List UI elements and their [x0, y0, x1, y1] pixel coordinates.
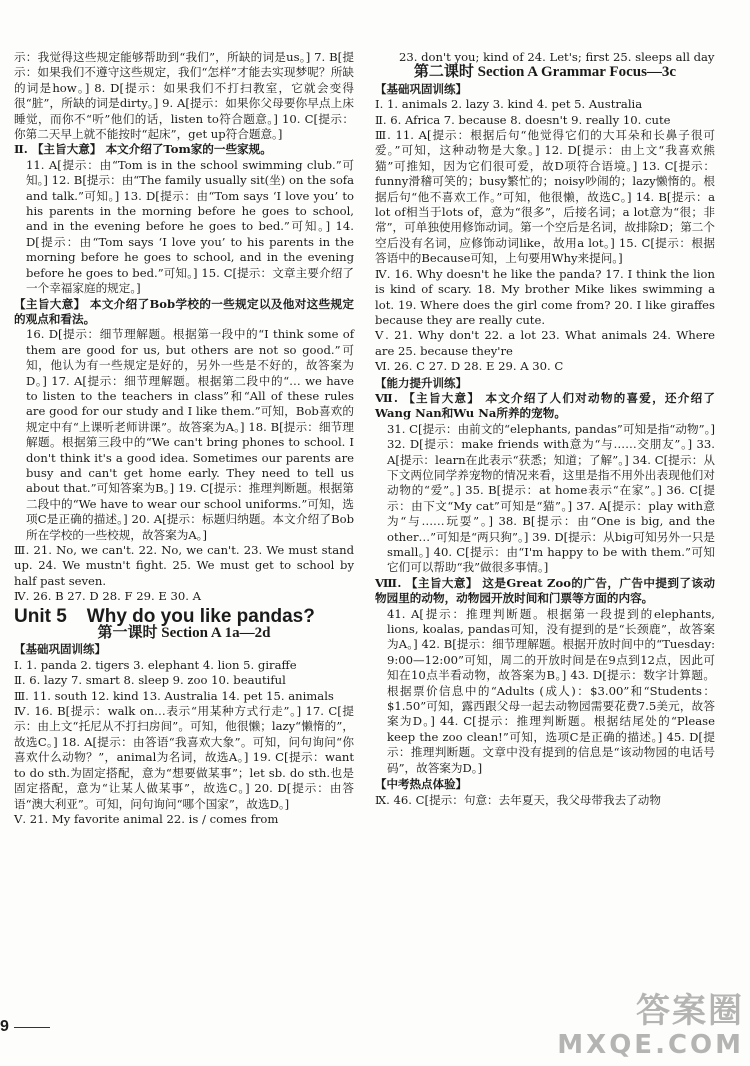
site-watermark [498, 992, 750, 1062]
lesson-heading: 第二课时 Section A Grammar Focus—3c [413, 64, 677, 81]
left-answer-paragraph: Ⅲ. 11. south 12. kind 13. Australia 14. pet 15. animals [14, 688, 334, 703]
right-answer-paragraph: Ⅴ. 21. Why don't 22. a lot 23. What animals 24. Where are 25. because they're [375, 328, 715, 358]
main-idea-paragraph: Ⅶ. 【主旨大意】 本文介绍了人们对动物的喜爱，还介绍了Wang Nan和Wu Na所养的宠物。 [375, 390, 715, 421]
right-answer-paragraph: Ⅰ. 1. animals 2. lazy 3. kind 4. pet 5. Australia [375, 97, 643, 112]
right-answer-paragraph: 41. A[提示：推理判断题。根据第一段提到的elephants, lions, koalas, pandas可知，没有提到的是“长颈鹿”，故答案为A。] 42. B[提示：细节理解题。根据开放时间中的“Tuesday: 9:00—12:00”可知，周二的开放时间是在9点到12点，因此可知在10点半看动物，故答案为B。] 43. D[提示：数字计算题。根据票价信息中的“Adults (成人)：$3.00”和“Students：$1.50”可知，露西跟父母一起去动物园需要花费7.5美元，故答案为D。] 44. C[提示：推理判断题。根据结尾处的“Please keep the zoo clean!”可知，选项C是正确的描述。] 45. D[提示：推理判断题。文章中没有提到的信息是“该动物园的电话号码”，故答案为D。] [387, 606, 715, 775]
section-heading: 【能力提升训练】 [375, 375, 467, 390]
main-idea-paragraph: 【主旨大意】 本文介绍了Bob学校的一些规定以及他对这些规定的观点和看法。 [14, 296, 354, 326]
left-answer-paragraph: 11. A[提示：由“Tom is in the school swimming club.”可知。] 12. B[提示：由“The family usually sit(坐) on the sofa and talk.”可知。] 13. D[提示：由“Tom says ‘I love you’ to his parents in the morning before he goes to school, and in the evening before he goes to bed.”可知。] 14. D[提示：由“Tom says ‘I love you’ to his parents in the morning before he goes to school, and in the evening before he goes to bed.”可知。] 15. C[提示：文章主要介绍了一个幸福家庭的规定。] [26, 157, 354, 296]
left-answer-paragraph: Ⅳ. 16. B[提示：walk on…表示“用某种方式行走”。] 17. C[提示：由上文“托尼从不打扫房间”。可知，他很懒；lazy“懒惰的”，故选C。] 18. A[提示：由答语“我喜欢大象”。可知，问句询问“你喜欢什么动物？”，animal为名词，故选A。] 19. C[提示：want to do sth.为固定搭配，意为“想要做某事”；let sb. do sth.也是固定搭配，意为“让某人做某事”，故选C。] 20. D[提示：由答语“澳大利亚”。可知，问句询问“哪个国家”，故选D。] [14, 704, 354, 811]
section-heading: 【中考热点体验】 [375, 777, 467, 792]
main-idea-paragraph: Ⅱ. 【主旨大意】 本文介绍了Tom家的一些家规。 [14, 142, 272, 157]
watermark-bottom-text: MXQE.COM [557, 1030, 744, 1060]
left-column [14, 50, 354, 827]
left-answer-paragraph: Ⅰ. 1. panda 2. tigers 3. elephant 4. lion 5. giraffe [14, 657, 297, 672]
right-answer-paragraph: Ⅳ. 16. Why doesn't he like the panda? 17. I think the lion is kind of scary. 18. My brother Mike likes swimming a lot. 19. Where does the girl come from? 20. I like giraffes because they are really cute. [375, 266, 715, 327]
page-number-rule [14, 1027, 50, 1028]
unit-title: Why do you like pandas? [86, 605, 315, 627]
left-answer-paragraph: Ⅱ. 6. lazy 7. smart 8. sleep 9. zoo 10. beautiful [14, 673, 286, 688]
left-answer-paragraph: Ⅲ. 21. No, we can't. 22. No, we can't. 23. We must stand up. 24. We mustn't fight. 25. We must get to school by half past seven. [14, 543, 354, 588]
main-idea-paragraph: Ⅷ. 【主旨大意】 这是Great Zoo的广告，广告中提到了该动物园里的动物，动物园开放时间和门票等方面的内容。 [375, 575, 715, 606]
right-answer-paragraph: Ⅲ. 11. A[提示：根据后句“他觉得它们的大耳朵和长鼻子很可爱。”可知，这种动物是大象。] 12. D[提示：由上文“我喜欢熊猫”可推知，因为它们很可爱，故D项符合语境。] 13. C[提示：funny滑稽可笑的；busy繁忙的；noisy吵闹的；lazy懒惰的。根据后句“他不喜欢工作。”可知，他很懒，故选C。] 14. B[提示：a lot of相当于lots of，意为“很多”，后接名词；a lot意为“很；非常”，可单独使用修饰动词。第一个空后是名词，故排除D；第二个空后没有名词，应修饰动词like，故用a lot。] 15. C[提示：根据答语中的Because可知，上句要用Why来提问。] [375, 128, 715, 266]
right-answer-paragraph: Ⅸ. 46. C[提示：句意：去年夏天，我父母带我去了动物 [375, 792, 661, 807]
right-answer-paragraph: Ⅱ. 6. Africa 7. because 8. doesn't 9. really 10. cute [375, 112, 671, 127]
right-column [375, 50, 715, 808]
unit-number: Unit 5 [14, 605, 67, 627]
unit-heading [14, 605, 354, 627]
right-answer-paragraph: Ⅵ. 26. C 27. D 28. E 29. A 30. C [375, 359, 564, 374]
page-number: 9 [0, 1018, 9, 1035]
lesson-heading: 第一课时 Section A 1a—2d [97, 625, 271, 642]
watermark-top-text: 答案圈 [636, 991, 744, 1031]
left-answer-paragraph: Ⅴ. 21. My favorite animal 22. is / comes from [14, 811, 279, 826]
left-answer-paragraph: 16. D[提示：细节理解题。根据第一段中的“I think some of them are good for us, but others are not so good.”可知，他认为有一些规定是好的，另外一些是不好的，故答案为D。] 17. A[提示：细节理解题。根据第二段中的“… we have to listen to the teachers in class”和“All of these rules are good for our study and I like them.”可知，Bob喜欢的规定中有“上课听老师讲课”。故答案为A。] 18. B[提示：细节理解题。根据第三段中的“We can't bring phones to school. I don't think it's a good idea. Sometimes our parents are busy and can't get home early. They need to tell us about that.”可知答案为B。] 19. C[提示：推理判断题。根据第二段中的“We have to wear our school uniforms.”可知，选项C是正确的描述。] 20. A[提示：标题归纳题。本文介绍了Bob所在学校的一些校规，故答案为A。] [26, 327, 354, 542]
section-heading: 【基础巩固训练】 [375, 81, 467, 96]
right-answer-paragraph: 23. don't you; kind of 24. Let's; first 25. sleeps all day [399, 50, 715, 64]
right-answer-paragraph: 31. C[提示：由前文的“elephants, pandas”可知是指“动物”。] 32. D[提示：make friends with意为“与……交朋友”。] 33. A[提示：learn在此表示“获悉；知道；了解”。] 34. C[提示：从下文两位同学养宠物的情况来看，这里是指不用外出表现他们对动物的“爱”。] 35. B[提示：at home表示“在家”。] 36. C[提示：由下文“My cat”可知是“猫”。] 37. A[提示：play with意为“与……玩耍”。] 38. B[提示：由“One is big, and the other…”可知是“两只狗”。] 39. D[提示：从big可知另外一只是small。] 40. C[提示：由“I'm happy to be with them.”可知它们可以帮助“我”做很多事情。] [387, 421, 715, 575]
left-answer-paragraph: 示：我觉得这些规定能够帮助到“我们”，所缺的词是us。] 7. B[提示：如果我们不遵守这些规定，我们“怎样”才能去实现梦呢？所缺的词是how。] 8. D[提示：如果我们不打扫教室，它就会变得很“脏”，所缺的词是dirty。] 9. A[提示：如果你父母要你早点上床睡觉，而你不“听”他们的话，listen to符合题意。] 10. C[提示：你第二天早上就不能按时“起床”，get up符合题意。] [14, 50, 354, 142]
section-heading: 【基础巩固训练】 [14, 642, 106, 657]
left-answer-paragraph: Ⅳ. 26. B 27. D 28. F 29. E 30. A [14, 589, 202, 604]
